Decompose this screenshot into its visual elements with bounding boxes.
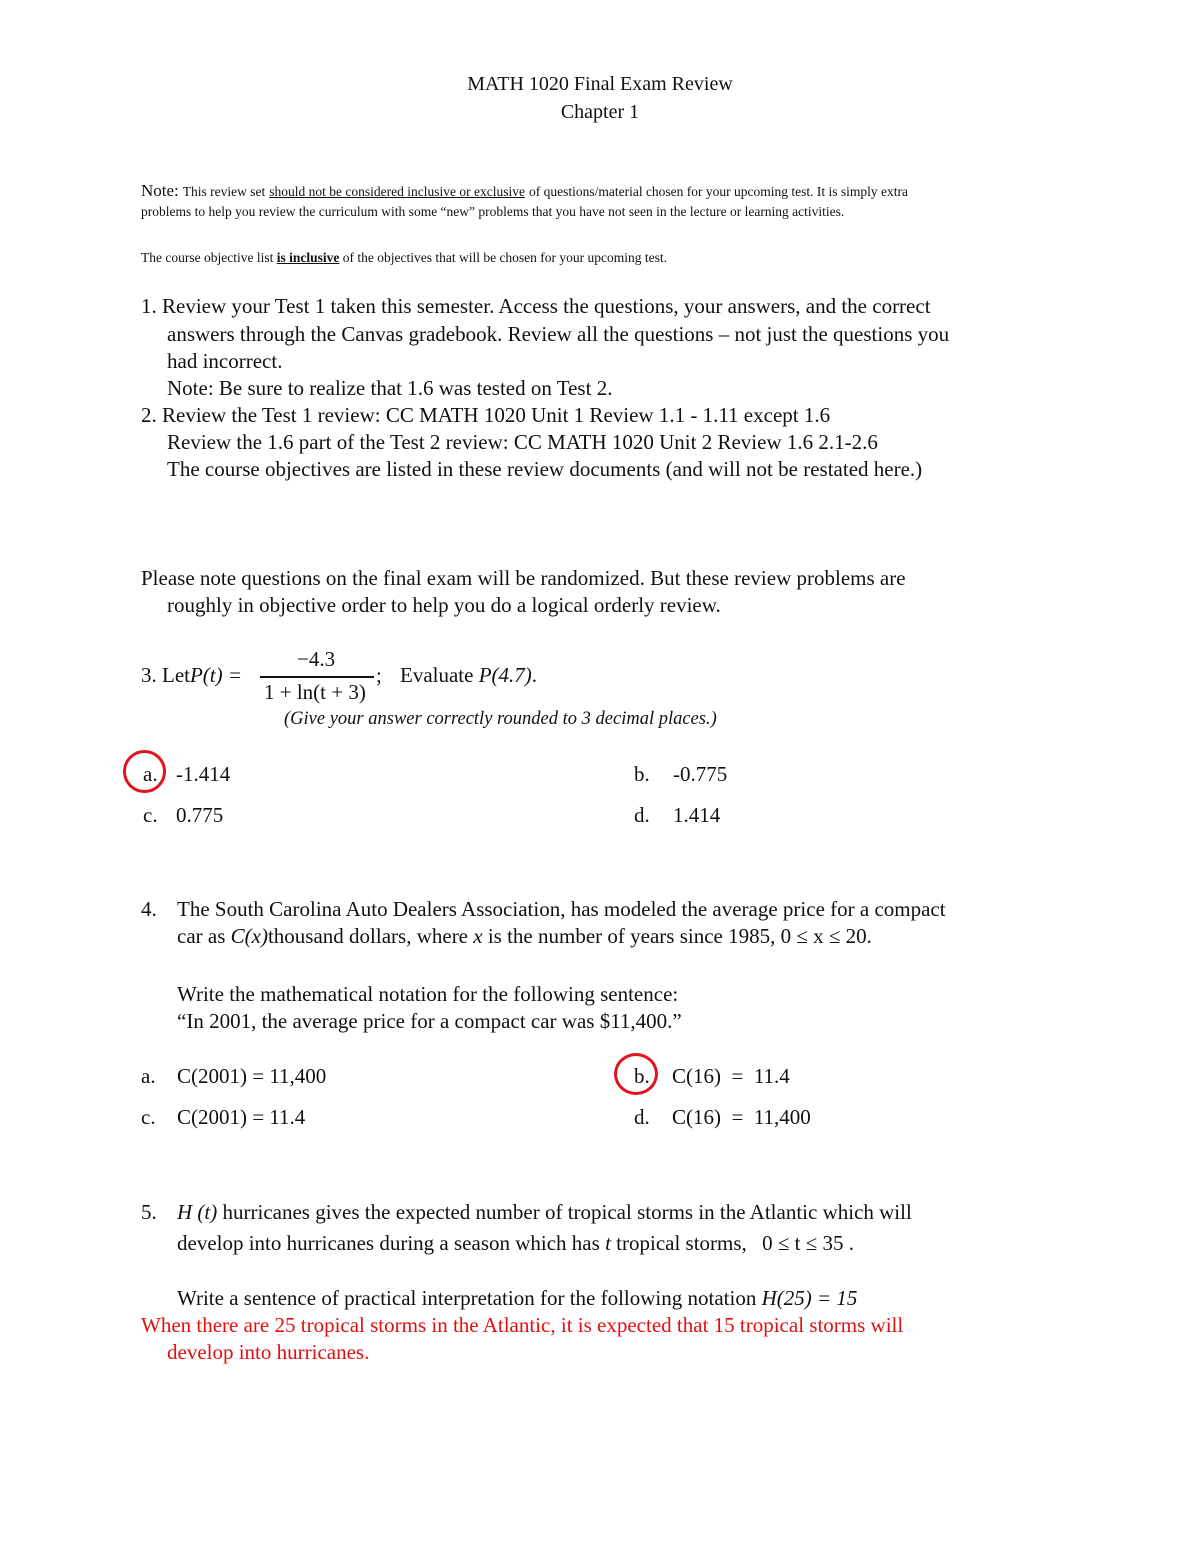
q4-option-a-value: C(2001) = 11,400 (177, 1064, 327, 1088)
q4-line2: car as C(x)thousand dollars, where x is the number of years since 1985, 0 ≤ x ≤ 20. (177, 924, 872, 948)
q3-option-b-value: -0.775 (673, 762, 728, 786)
item1-line2: answers through the Canvas gradebook. Review all the questions – not just the questions you (167, 322, 950, 346)
q5-domain: 0 ≤ t ≤ 35 . (762, 1231, 854, 1255)
q4-option-b-letter: b. (634, 1064, 650, 1088)
item1-line3: had incorrect. (167, 349, 283, 373)
q4-number: 4. (141, 897, 157, 921)
review-note: Note: This review set should not be considered inclusive or exclusive of questions/material chosen for your upcoming test. It is simply extra (141, 181, 909, 200)
chapter-subtitle: Chapter 1 (560, 101, 640, 123)
q4-option-c-value: C(2001) = 11.4 (177, 1105, 306, 1129)
q3-instruction: (Give your answer correctly rounded to 3 decimal places.) (284, 709, 717, 729)
q5-number: 5. (141, 1200, 157, 1224)
q3-option-b-letter: b. (634, 762, 650, 786)
q5-notation: H(25) = 15 (761, 1286, 858, 1310)
page-title: MATH 1020 Final Exam Review (467, 73, 733, 95)
q4-option-c-letter: c. (141, 1105, 156, 1129)
randomized-note-line2: roughly in objective order to help you do a logical orderly review. (167, 593, 721, 617)
q4-quote: “In 2001, the average price for a compact car was $11,400.” (177, 1009, 682, 1033)
item1-line1: 1. Review your Test 1 taken this semester. Access the questions, your answers, and the correct (141, 294, 931, 318)
item2-line3: The course objectives are listed in these review documents (and will not be restated here.) (167, 457, 923, 481)
q4-option-a-letter: a. (141, 1064, 156, 1088)
q3-target: P(4.7) (478, 663, 532, 687)
q4-option-d-value: C(16) = 11,400 (672, 1105, 811, 1129)
q5-answer-line1: When there are 25 tropical storms in the Atlantic, it is expected that 15 tropical storms will (141, 1313, 904, 1337)
q5-prompt: Write a sentence of practical interpretation for the following notation H(25) = 15 (177, 1286, 858, 1310)
randomized-note-line1: Please note questions on the final exam will be randomized. But these review problems are (141, 566, 906, 590)
q4-option-b-value: C(16) = 11.4 (672, 1064, 790, 1088)
item2-line1: 2. Review the Test 1 review: CC MATH 1020 Unit 1 Review 1.1 - 1.11 except 1.6 (141, 403, 831, 427)
q3-denominator: 1 + ln(t + 3) (264, 680, 366, 704)
q3-function: P(t) = (189, 663, 243, 687)
q4-function: C(x) (230, 924, 268, 948)
objective-note: The course objective list is inclusive of the objectives that will be chosen for your upcoming test. (141, 250, 668, 265)
q3-numerator: −4.3 (297, 647, 336, 671)
review-note-line2: problems to help you review the curriculum with some “new” problems that you have not seen in the lecture or learning activities. (141, 204, 845, 219)
q3-option-a-value: -1.414 (176, 762, 231, 786)
q5-line2: develop into hurricanes during a season which has t tropical storms, 0 ≤ t ≤ 35 . (177, 1231, 854, 1255)
q3-option-c-letter: c. (143, 803, 158, 827)
q3-option-d-value: 1.414 (673, 803, 721, 827)
item2-line2: Review the 1.6 part of the Test 2 review: CC MATH 1020 Unit 2 Review 1.6 2.1-2.6 (167, 430, 878, 454)
q3-evaluate: Evaluate P(4.7). (400, 663, 538, 687)
item1-line4: Note: Be sure to realize that 1.6 was tested on Test 2. (167, 376, 613, 400)
note-label: Note: (141, 181, 179, 200)
q3-prefix: 3. LetP(t) = (141, 663, 243, 687)
fraction-bar (260, 676, 374, 678)
q3-option-d-letter: d. (634, 803, 650, 827)
q3-separator: ; (376, 663, 382, 687)
q4-line1: The South Carolina Auto Dealers Association, has modeled the average price for a compact (177, 897, 946, 921)
q4-option-d-letter: d. (634, 1105, 650, 1129)
note-underlined: should not be considered inclusive or exclusive (269, 184, 525, 199)
objective-emphasis: is inclusive (276, 250, 340, 265)
q3-option-a-letter: a. (143, 762, 158, 786)
q5-answer-line2: develop into hurricanes. (167, 1340, 370, 1364)
q3-option-c-value: 0.775 (176, 803, 224, 827)
q5-function: H (t) (177, 1200, 218, 1224)
q4-prompt: Write the mathematical notation for the following sentence: (177, 982, 679, 1006)
q5-line1: H (t) hurricanes gives the expected number of tropical storms in the Atlantic which will (177, 1200, 912, 1224)
